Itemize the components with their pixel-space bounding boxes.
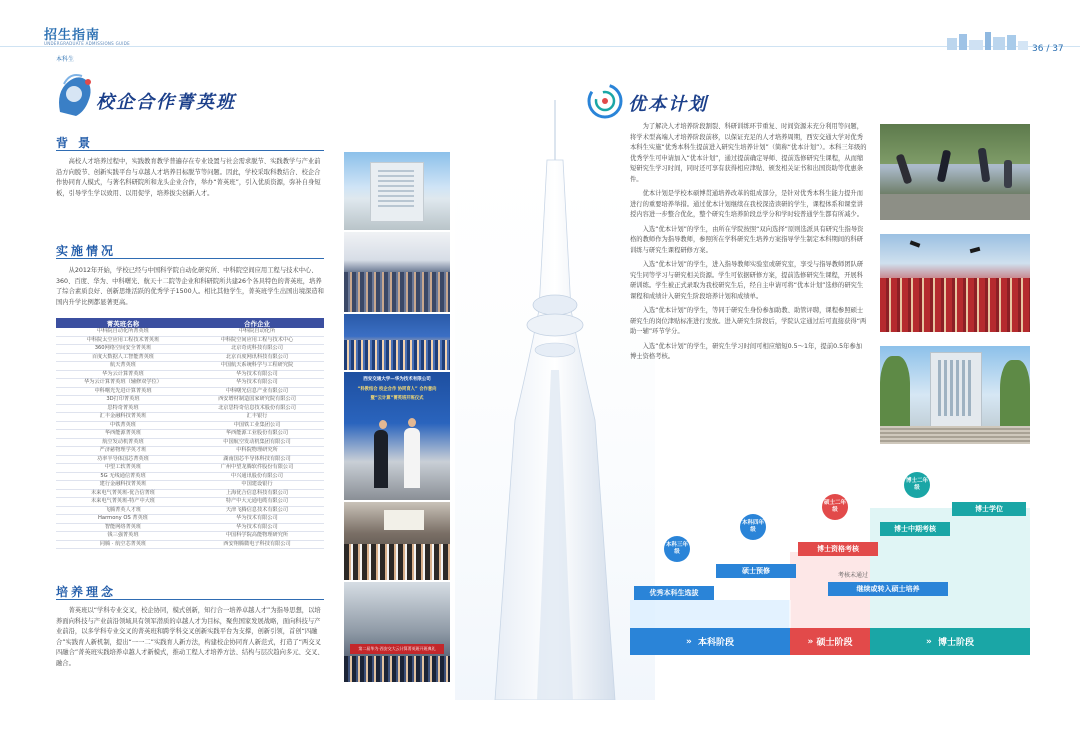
table-cell-company: 西安翔腾微电子科技有限公司 (190, 540, 324, 549)
background-heading-rule (56, 150, 324, 151)
table-row (56, 464, 324, 473)
group-photo-2 (344, 314, 450, 370)
table-cell-class: 华为云计算菁英班 (56, 370, 190, 379)
table-row (56, 472, 324, 481)
stage-master-label: 硕士阶段 (816, 638, 853, 648)
table-cell-company: 湖南国芯半导体科技有限公司 (190, 455, 324, 464)
logo-subtitle: UNDERGRADUATE ADMISSIONS GUIDE (44, 41, 130, 46)
implementation-heading: 实施情况 (56, 244, 117, 258)
table-row (56, 421, 324, 430)
table-cell-class: 航天菁英班 (56, 362, 190, 371)
elite-class-table (56, 318, 324, 549)
table-header-company: 合作企业 (190, 318, 324, 328)
table-cell-class: 建行金融科技菁英班 (56, 481, 190, 490)
table-cell-company: 华为技术有限公司 (190, 515, 324, 524)
table-cell-class: 同腾 · 航空芯菁英班 (56, 540, 190, 549)
table-cell-class: 钱三强菁英班 (56, 532, 190, 541)
stage-phd-label: 博士阶段 (938, 638, 975, 648)
stage-master (790, 628, 870, 655)
table-cell-company: 广州中望龙腾软件股份有限公司 (190, 464, 324, 473)
library-building-photo (880, 346, 1030, 444)
table-cell-class: 智能网络菁英班 (56, 523, 190, 532)
table-cell-class: 功率半导体国芯菁英班 (56, 455, 190, 464)
table-row (56, 540, 324, 549)
table-cell-class: 汇丰金融科技菁英班 (56, 413, 190, 422)
step-continue-master: 继续或转入硕士培养 (828, 582, 948, 596)
classroom-photo (344, 502, 450, 580)
stage-master-arrow-icon: » (807, 636, 817, 647)
stage-undergrad-arrow-icon: » (685, 636, 699, 647)
table-row (56, 515, 324, 524)
table-row (56, 506, 324, 515)
table-row (56, 404, 324, 413)
banner-line-3: 暨“云计算”菁英班开班仪式 (370, 396, 424, 401)
table-cell-company: 华为技术有限公司 (190, 379, 324, 388)
philosophy-heading-rule (56, 599, 324, 600)
table-cell-company: 中科曙光信息产业有限公司 (190, 387, 324, 396)
table-row (56, 481, 324, 490)
table-cell-company: 中科院物理研究所 (190, 447, 324, 456)
table-cell-class: 航空发动机菁英班 (56, 438, 190, 447)
step-phd-qualification: 博士资格考核 (798, 542, 878, 556)
implementation-text: 从2012年开始，学校已经与中国科学院自动化研究所、中科院空间应用工程与技术中心、360、百度、华为、中科曙光、航天十二院等企业和科研院所共建26个各具特色的菁英班，培养了综合素质良好、创新思维活跃的优秀学子1500人。相比其他学生，菁英班学生出国出境深造和国内升学比例都显著更高。 (56, 267, 324, 306)
table-row (56, 438, 324, 447)
tower-illustration (455, 100, 655, 700)
table-row (56, 523, 324, 532)
table-cell-class: 中铁菁英班 (56, 421, 190, 430)
table-row (56, 387, 324, 396)
table-cell-class: 360网络空间安全菁英班 (56, 345, 190, 354)
table-cell-class: 未来电气菁英班-优合信菁班 (56, 489, 190, 498)
background-text: 高校人才培养过程中，实践教育教学普遍存在专业设置与社会需求脱节、实践教学与产业前沿方向脱节、创新实践平台与卓越人才培养目标脱节等问题。因此，学校采取科教结合、校企合作协同育人模式，与著名科研院所和龙头企业合作，举办“菁英班”，引入优质资源，弥补自身短板，引导学生学以致用、以用促学，培养拔尖创新人才。 (56, 158, 321, 197)
table-cell-company: 汇丰银行 (190, 413, 324, 422)
stage-undergrad-label: 本科阶段 (698, 638, 735, 648)
table-cell-class: 严济慈物理学英才班 (56, 447, 190, 456)
opening-ceremony-photo (344, 582, 450, 682)
table-header-class: 菁英班名称 (56, 318, 190, 328)
page-number: 36 / 37 (1032, 44, 1064, 54)
implementation-heading-rule (56, 258, 324, 259)
table-cell-company: 中国建设银行 (190, 481, 324, 490)
pin-undergrad-year4: 本科四年级 (740, 514, 766, 540)
plan-paragraph-3: 入选“优本计划”的学生，由所在学院按照“双向选择”原则选派具有研究生指导资格的教师作为指导教师，参照所在学科研究生培养方案指导学生制定本科期间的科研训练与研究生课程研修方案。 (630, 225, 864, 254)
banner-line-1: 西安交通大学—华为技术有限公司 (363, 377, 431, 382)
table-row (56, 379, 324, 388)
step-phd-midterm: 博士中期考核 (880, 522, 950, 536)
graduation-photo (880, 234, 1030, 332)
ceremony-banner: 第二届华为·西安交大云计算菁英班开班典礼 (358, 646, 436, 651)
table-row (56, 362, 324, 371)
table-cell-class: 思特奇菁英班 (56, 404, 190, 413)
table-cell-company: 中国科学院高能物理研究所 (190, 532, 324, 541)
table-row (56, 489, 324, 498)
table-row (56, 532, 324, 541)
table-cell-company: 西安增材制造国家研究院有限公司 (190, 396, 324, 405)
stage-phd-arrow-icon: » (925, 636, 939, 647)
table-cell-class: 中望工软菁英班 (56, 464, 190, 473)
table-row (56, 370, 324, 379)
table-cell-company: 华西能源工业股份有限公司 (190, 430, 324, 439)
skyline-illustration (945, 30, 1029, 50)
plan-badge-icon (586, 82, 624, 120)
logo-title: 招生指南 (44, 28, 101, 43)
table-cell-class: 3D打印菁英班 (56, 396, 190, 405)
background-heading: 背 景 (56, 136, 94, 150)
table-cell-class: 中科院太空应用工程技术菁英班 (56, 336, 190, 345)
signing-ceremony-photo (344, 372, 450, 500)
table-cell-company: 上海优合信息科技有限公司 (190, 489, 324, 498)
table-row (56, 396, 324, 405)
right-section-title: 优本计划 (628, 94, 708, 115)
table-cell-class: 中科院自动化所菁英班 (56, 328, 190, 336)
table-cell-company: 中科院自动化所 (190, 328, 324, 336)
table-row (56, 430, 324, 439)
pin-phd-year2: 博士二年级 (904, 472, 930, 498)
table-cell-company: 特产中大元通电缆有限公司 (190, 498, 324, 507)
table-cell-class: 飞腾菁英人才班 (56, 506, 190, 515)
table-cell-company: 中国航空发动机集团有限公司 (190, 438, 324, 447)
table-row (56, 336, 324, 345)
table-cell-company: 天津飞腾信息技术有限公司 (190, 506, 324, 515)
section-badge-icon (54, 72, 96, 118)
table-cell-class: 5G 无线通信菁英班 (56, 472, 190, 481)
plan-text-block (630, 122, 868, 367)
table-cell-company: 华为技术有限公司 (190, 370, 324, 379)
plan-paragraph-2: 优本计划是学校本硕博贯通培养改革的组成部分，是针对优秀本科生能力提升而进行的重要培养举措。通过优本计划继续在我校深造读研的学生，课程体系和课堂讲授内容进一步整合优化，整个研究生培养阶段总学分和学时较普通学生都有所减少。 (630, 190, 863, 218)
table-cell-company: 中科院空间应用工程与技术中心 (190, 336, 324, 345)
step-undergrad-selection: 优秀本科生选拔 (634, 586, 714, 600)
philosophy-heading: 培养理念 (56, 585, 117, 599)
stage-undergrad (630, 628, 790, 655)
table-row (56, 353, 324, 362)
table-cell-class: Harmony OS 菁英班 (56, 515, 190, 524)
table-row (56, 345, 324, 354)
table-row (56, 413, 324, 422)
stage-phd (870, 628, 1030, 655)
plan-paragraph-5: 入选“优本计划”的学生，等同于研究生身份参加助教、助管评聘，课程参照硕士研究生的岗位津贴标准进行发放。进入研究生阶段后，学院认定通过后可直接获得“两助一辅”环节学分。 (630, 307, 867, 335)
table-cell-class: 未来电气菁英班-特产中大班 (56, 498, 190, 507)
table-row (56, 498, 324, 507)
table-row (56, 328, 324, 336)
table-cell-class: 百度大数据人工智能菁英班 (56, 353, 190, 362)
philosophy-text: 菁英班以“学科专业交叉，校企协同，模式创新，知行合一培养卓越人才”为指导思想，以培养面向科技与产业前沿领域具有领军潜质的卓越人才为目标，聚焦国家发展战略，面向科技与产业前沿，以多学科专业交叉的菁英班和跨学科交叉创新实践平台为支撑，创新引领，首创“四融合”实践育人新机制，提出“一一二”实践育人新方法，构建校企协同育人新范式，打造了“两交叉四融合”菁英班实践培养卓越人才新模式，推动工程人才培养方法、结构与层次趋向多元、交叉、融合。 (56, 607, 324, 667)
students-jumping-photo (880, 124, 1030, 220)
table-cell-class: 中科曙光先进计算菁英班 (56, 387, 190, 396)
table-cell-company: 中国航天系统科学与工程研究院 (190, 362, 324, 371)
fail-note: 考核未通过 (838, 572, 869, 579)
table-body (56, 328, 324, 549)
table-row (56, 447, 324, 456)
table-cell-class: 华为云计算菁英班（辅修双学位） (56, 379, 190, 388)
table-cell-company: 北京思特奇信息技术股份有限公司 (190, 404, 324, 413)
table-cell-company: 中国铁工业集团公司 (190, 421, 324, 430)
table-row (56, 455, 324, 464)
table-cell-class: 华西能源菁英班 (56, 430, 190, 439)
pin-undergrad-year3: 本科三年级 (664, 536, 690, 562)
step-master-premod: 硕士预修 (716, 564, 796, 578)
plan-paragraph-4: 入选“优本计划”的学生，进入指导教师实验室或研究室，享受与指导教师团队研究生同等学习与研究相关资源。学生可依据研修方案，提前选修研究生课程，开展科研训练。学生被正式录取为我校研究生后，经自主申请可将“优本计划”选修的研究生课程和成绩计入研究生阶段培养计划和成绩单。 (630, 261, 864, 300)
table-header-row (56, 318, 324, 328)
table-cell-company: 北京百度网讯科技有限公司 (190, 353, 324, 362)
campus-building-photo (344, 152, 450, 230)
left-section-title: 校企合作菁英班 (96, 92, 236, 113)
pin-master-year2: 硕士二年级 (822, 494, 848, 520)
step-phd-degree: 博士学位 (952, 502, 1026, 516)
group-photo-1 (344, 232, 450, 312)
table-cell-company: 华为技术有限公司 (190, 523, 324, 532)
plan-paragraph-6: 入选“优本计划”的学生，研究生学习时间可相应缩短0.5～1年，提前0.5年参加博士资格考核。 (630, 342, 863, 360)
header-divider (0, 46, 1080, 47)
banner-line-2: “科教结合 校企合作 协同育人” 合作意向 (357, 387, 437, 392)
table-cell-company: 北京奇虎科技有限公司 (190, 345, 324, 354)
logo-sub-label: 本科生 (56, 56, 75, 63)
plan-paragraph-1: 为了解决人才培养阶段割裂、科研训练环节重复、时间资源未充分利用等问题，将学术型高端人才培养阶段前移，以保证充足的人才培养周期，西安交通大学对优秀本科生实施“优秀本科生提前进入研究生培养计划”（简称“优本计划”）。本科三年级的优秀学生可申请加入“优本计划”，通过提前确定导师、提前选修研究生课程，从而缩短研究生学习时间，同时还可享有获得相应津贴、颁发相关证书和出国资助等优惠条件。 (630, 123, 867, 183)
table-cell-company: 中兴通讯股份有限公司 (190, 472, 324, 481)
